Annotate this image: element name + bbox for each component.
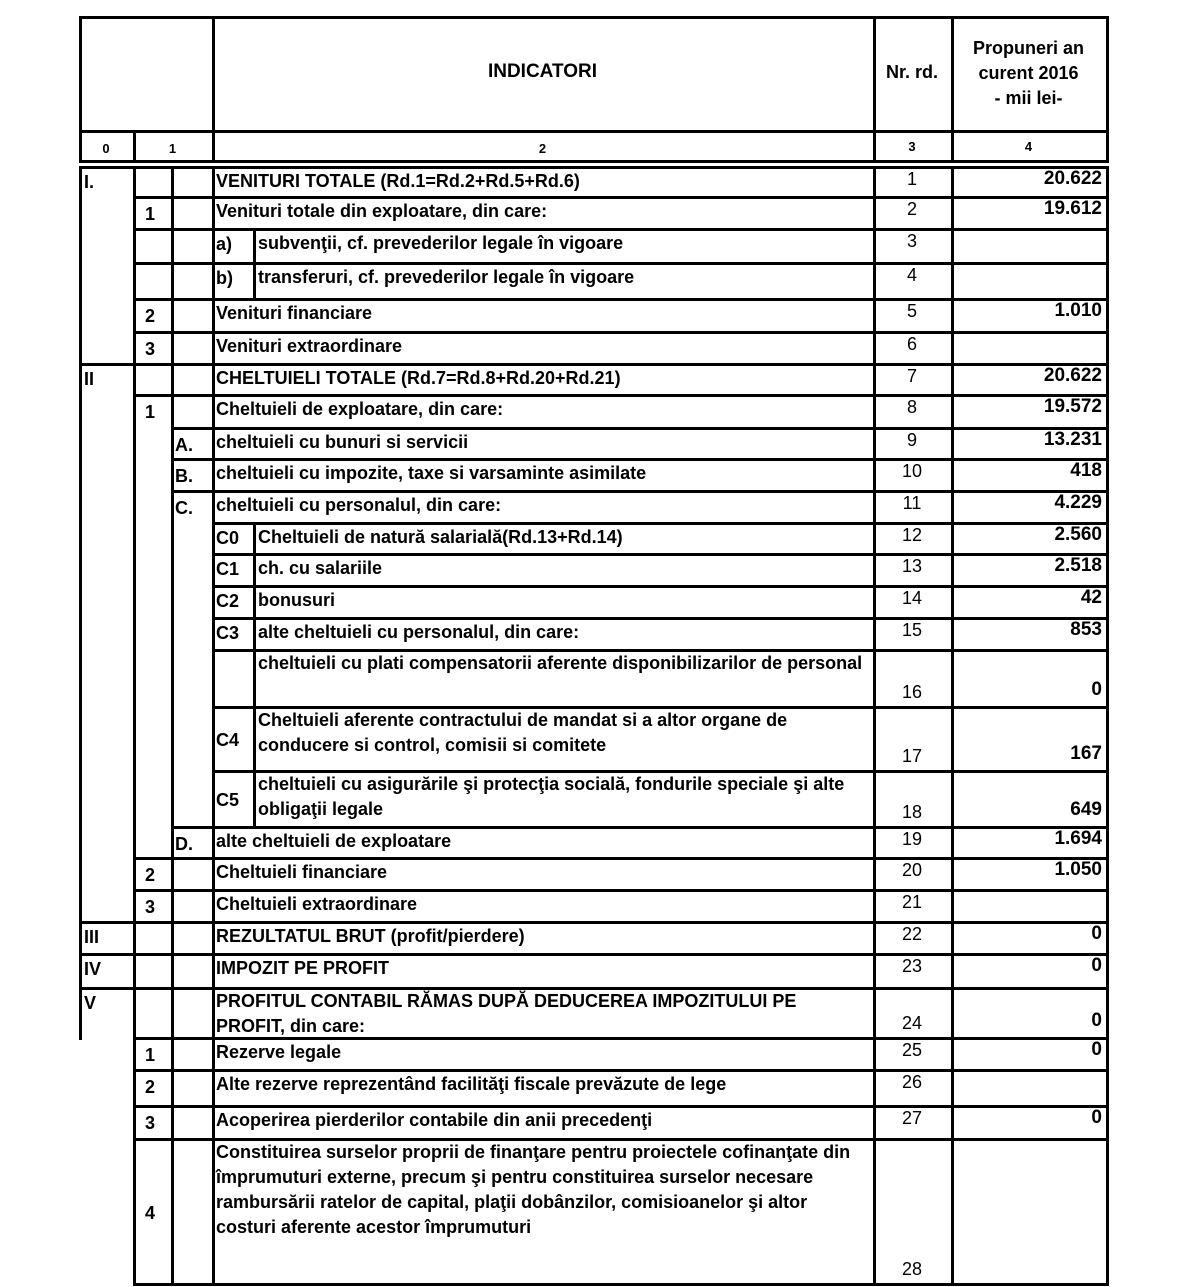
row-label: alte cheltuieli cu personalul, din care: bbox=[258, 622, 580, 642]
col-number-3: 3 bbox=[908, 139, 916, 154]
grid-line bbox=[171, 298, 174, 334]
row-value: 0 bbox=[1091, 1039, 1102, 1060]
row-label: Constituirea surselor proprii de finanţare pentru proiectele cofinanţate din împrumuturi externe, precum şi pentru constituirea surselor necesare rambursării ratelor de capital, plaţii dobânzilor, comisioanelor şi altor costuri aferente acestor împrumuturi bbox=[216, 1142, 851, 1237]
header-propuneri-2: curent 2016 bbox=[978, 63, 1079, 83]
grid-line bbox=[171, 987, 174, 1040]
row-label: Cheltuieli financiare bbox=[216, 862, 388, 882]
row-roman: III bbox=[84, 927, 100, 947]
row-nr: 17 bbox=[901, 746, 923, 766]
row-sub-letter: C2 bbox=[216, 591, 240, 611]
row-nr: 5 bbox=[906, 301, 917, 321]
row-label: REZULTATUL BRUT (profit/pierdere) bbox=[216, 926, 525, 946]
header-indicatori: INDICATORI bbox=[487, 61, 598, 82]
header-propuneri-1: Propuneri an bbox=[972, 38, 1084, 58]
row-label: cheltuieli cu personalul, din care: bbox=[216, 495, 502, 515]
col-number-4: 4 bbox=[1024, 139, 1033, 154]
row-label: Cheltuieli aferente contractului de mandat si a altor organe de conducere si control, comisii si comitete bbox=[258, 710, 788, 755]
row-label: IMPOZIT PE PROFIT bbox=[216, 958, 390, 978]
row-nr: 1 bbox=[906, 169, 917, 189]
row-value: 649 bbox=[1070, 799, 1102, 820]
row-nr: 27 bbox=[901, 1108, 923, 1128]
row-nr: 8 bbox=[906, 397, 917, 417]
grid-line bbox=[133, 1283, 1109, 1286]
col-number-1: 1 bbox=[168, 141, 177, 156]
row-number: 3 bbox=[145, 897, 156, 917]
grid-line bbox=[133, 166, 136, 1286]
row-nr: 25 bbox=[901, 1040, 923, 1060]
grid-line bbox=[253, 649, 256, 709]
row-label: Venituri totale din exploatare, din care: bbox=[216, 201, 548, 221]
grid-line bbox=[171, 826, 174, 860]
row-label: PROFITUL CONTABIL RĂMAS DUPĂ DEDUCEREA IMPOZITULUI PE PROFIT, din care: bbox=[216, 991, 797, 1036]
row-letter: C. bbox=[175, 498, 193, 518]
row-nr: 12 bbox=[901, 525, 923, 545]
row-nr: 18 bbox=[901, 802, 923, 822]
row-value: 19.572 bbox=[1043, 396, 1102, 417]
row-number: 1 bbox=[145, 204, 156, 224]
row-letter: D. bbox=[175, 834, 193, 854]
row-label: subvenţii, cf. prevederilor legale în vigoare bbox=[258, 233, 624, 253]
row-value: 2.518 bbox=[1054, 555, 1102, 576]
row-label: Venituri financiare bbox=[216, 303, 373, 323]
row-label: Venituri extraordinare bbox=[216, 336, 403, 356]
row-number: 2 bbox=[145, 306, 156, 326]
row-letter: B. bbox=[175, 466, 193, 486]
grid-line bbox=[212, 166, 215, 1286]
row-nr: 7 bbox=[906, 366, 917, 386]
row-number: 1 bbox=[145, 402, 156, 422]
grid-line bbox=[171, 1037, 174, 1072]
grid-line bbox=[171, 394, 174, 430]
row-label: cheltuieli cu asigurările şi protecţia socială, fondurile speciale şi alte obligaţii legale bbox=[258, 774, 845, 819]
grid-line bbox=[79, 16, 1109, 19]
grid-line bbox=[133, 1069, 1109, 1072]
row-nr: 6 bbox=[906, 334, 917, 354]
row-value: 42 bbox=[1080, 587, 1102, 608]
grid-line bbox=[171, 953, 174, 990]
row-value: 1.050 bbox=[1054, 859, 1102, 880]
grid-line bbox=[171, 427, 174, 461]
row-number: 2 bbox=[145, 1077, 156, 1097]
row-number: 4 bbox=[145, 1202, 156, 1223]
row-nr: 10 bbox=[901, 461, 923, 481]
grid-line bbox=[171, 166, 174, 199]
grid-line bbox=[171, 262, 174, 301]
row-nr: 3 bbox=[906, 231, 917, 251]
row-label: Cheltuieli de natură salarială(Rd.13+Rd.14) bbox=[258, 527, 623, 547]
grid-line bbox=[171, 1069, 174, 1108]
row-value: 4.229 bbox=[1054, 492, 1102, 513]
grid-line bbox=[171, 458, 174, 493]
grid-line bbox=[253, 553, 256, 588]
row-nr: 11 bbox=[902, 493, 922, 513]
row-sub-letter: C3 bbox=[216, 623, 240, 643]
row-nr: 14 bbox=[901, 588, 923, 608]
row-label: Cheltuieli extraordinare bbox=[216, 894, 418, 914]
header-propuneri-3: - mii lei- bbox=[994, 88, 1063, 108]
row-nr: 2 bbox=[906, 199, 917, 219]
row-nr: 26 bbox=[901, 1072, 923, 1092]
row-sub-letter: C5 bbox=[216, 790, 240, 810]
row-roman: II bbox=[84, 369, 95, 389]
row-sub-letter: C1 bbox=[216, 559, 240, 579]
row-sub-letter: b) bbox=[216, 268, 233, 288]
row-label: cheltuieli cu impozite, taxe si varsaminte asimilate bbox=[216, 463, 647, 483]
grid-line bbox=[133, 262, 1109, 265]
row-nr: 21 bbox=[901, 892, 923, 912]
grid-line bbox=[79, 130, 1109, 133]
row-value: 13.231 bbox=[1043, 429, 1102, 450]
row-roman: I. bbox=[84, 172, 95, 192]
row-value: 167 bbox=[1070, 743, 1102, 764]
grid-line bbox=[171, 921, 174, 956]
grid-line bbox=[1106, 16, 1109, 163]
grid-line bbox=[253, 617, 256, 652]
row-nr: 19 bbox=[901, 829, 923, 849]
row-nr: 4 bbox=[906, 265, 917, 285]
row-value: 0 bbox=[1091, 679, 1102, 700]
row-nr: 16 bbox=[901, 682, 923, 702]
row-value: 20.622 bbox=[1043, 365, 1102, 386]
row-sub-letter: C0 bbox=[216, 528, 240, 548]
row-label: Alte rezerve reprezentând facilităţi fiscale prevăzute de lege bbox=[216, 1074, 727, 1094]
grid-line bbox=[171, 649, 174, 709]
grid-line bbox=[171, 228, 174, 265]
grid-line bbox=[171, 1105, 174, 1141]
row-value: 0 bbox=[1091, 923, 1102, 944]
row-label: alte cheltuieli de exploatare bbox=[216, 831, 452, 851]
grid-line bbox=[253, 706, 256, 773]
row-nr: 15 bbox=[901, 620, 923, 640]
grid-line bbox=[253, 522, 256, 556]
grid-line bbox=[253, 770, 256, 829]
grid-line bbox=[1106, 166, 1109, 1286]
row-label: Rezerve legale bbox=[216, 1042, 342, 1062]
row-label: ch. cu salariile bbox=[258, 558, 383, 578]
row-nr: 13 bbox=[901, 556, 923, 576]
grid-line bbox=[171, 490, 174, 525]
grid-line bbox=[171, 331, 174, 366]
row-value: 418 bbox=[1070, 460, 1102, 481]
grid-line bbox=[171, 1138, 174, 1286]
row-label: cheltuieli cu bunuri si servicii bbox=[216, 432, 469, 452]
col-number-2: 2 bbox=[538, 141, 547, 156]
row-value: 0 bbox=[1091, 955, 1102, 976]
grid-line bbox=[171, 770, 174, 829]
grid-line bbox=[133, 889, 1109, 892]
grid-line bbox=[133, 228, 1109, 231]
row-sub-letter: a) bbox=[216, 234, 233, 254]
row-nr: 9 bbox=[906, 430, 917, 450]
row-label: bonusuri bbox=[258, 590, 335, 610]
row-nr: 20 bbox=[901, 860, 923, 880]
row-label: VENITURI TOTALE (Rd.1=Rd.2+Rd.5+Rd.6) bbox=[216, 171, 580, 191]
row-value: 1.010 bbox=[1054, 300, 1102, 321]
row-value: 1.694 bbox=[1054, 828, 1102, 849]
grid-line bbox=[79, 160, 1109, 163]
grid-line bbox=[171, 553, 174, 588]
grid-line bbox=[253, 228, 256, 265]
row-number: 3 bbox=[145, 1113, 156, 1133]
grid-line bbox=[171, 363, 174, 397]
grid-line bbox=[253, 585, 256, 620]
row-number: 2 bbox=[145, 865, 156, 885]
grid-line bbox=[171, 857, 174, 892]
row-label: Acoperirea pierderilor contabile din anii precedenţi bbox=[216, 1110, 653, 1130]
grid-line bbox=[133, 331, 1109, 334]
row-value: 0 bbox=[1091, 1010, 1102, 1031]
grid-line bbox=[171, 889, 174, 924]
row-roman: IV bbox=[84, 959, 102, 979]
row-label: Cheltuieli de exploatare, din care: bbox=[216, 399, 504, 419]
row-value: 20.622 bbox=[1043, 168, 1102, 189]
grid-line bbox=[171, 617, 174, 652]
row-nr: 23 bbox=[901, 956, 923, 976]
grid-line bbox=[253, 262, 256, 301]
row-label: transferuri, cf. prevederilor legale în vigoare bbox=[258, 267, 635, 287]
row-nr: 22 bbox=[901, 924, 923, 944]
grid-line bbox=[171, 585, 174, 620]
grid-line bbox=[79, 166, 82, 1040]
row-value: 853 bbox=[1070, 619, 1102, 640]
row-letter: A. bbox=[175, 435, 193, 455]
row-label: cheltuieli cu plati compensatorii aferente disponibilizarilor de personal bbox=[258, 653, 863, 673]
row-label: CHELTUIELI TOTALE (Rd.7=Rd.8+Rd.20+Rd.21) bbox=[216, 368, 621, 388]
header-nr-rd: Nr. rd. bbox=[885, 62, 938, 82]
grid-line bbox=[171, 196, 174, 231]
row-number: 3 bbox=[145, 339, 156, 359]
row-sub-letter: C4 bbox=[216, 730, 240, 750]
row-value: 19.612 bbox=[1043, 198, 1102, 219]
row-nr: 28 bbox=[901, 1259, 923, 1279]
row-number: 1 bbox=[145, 1045, 156, 1065]
row-nr: 24 bbox=[901, 1013, 923, 1033]
grid-line bbox=[171, 706, 174, 773]
row-value: 2.560 bbox=[1054, 524, 1102, 545]
row-roman: V bbox=[84, 993, 97, 1013]
col-number-0: 0 bbox=[102, 141, 110, 156]
grid-line bbox=[171, 522, 174, 556]
row-value: 0 bbox=[1091, 1107, 1102, 1128]
